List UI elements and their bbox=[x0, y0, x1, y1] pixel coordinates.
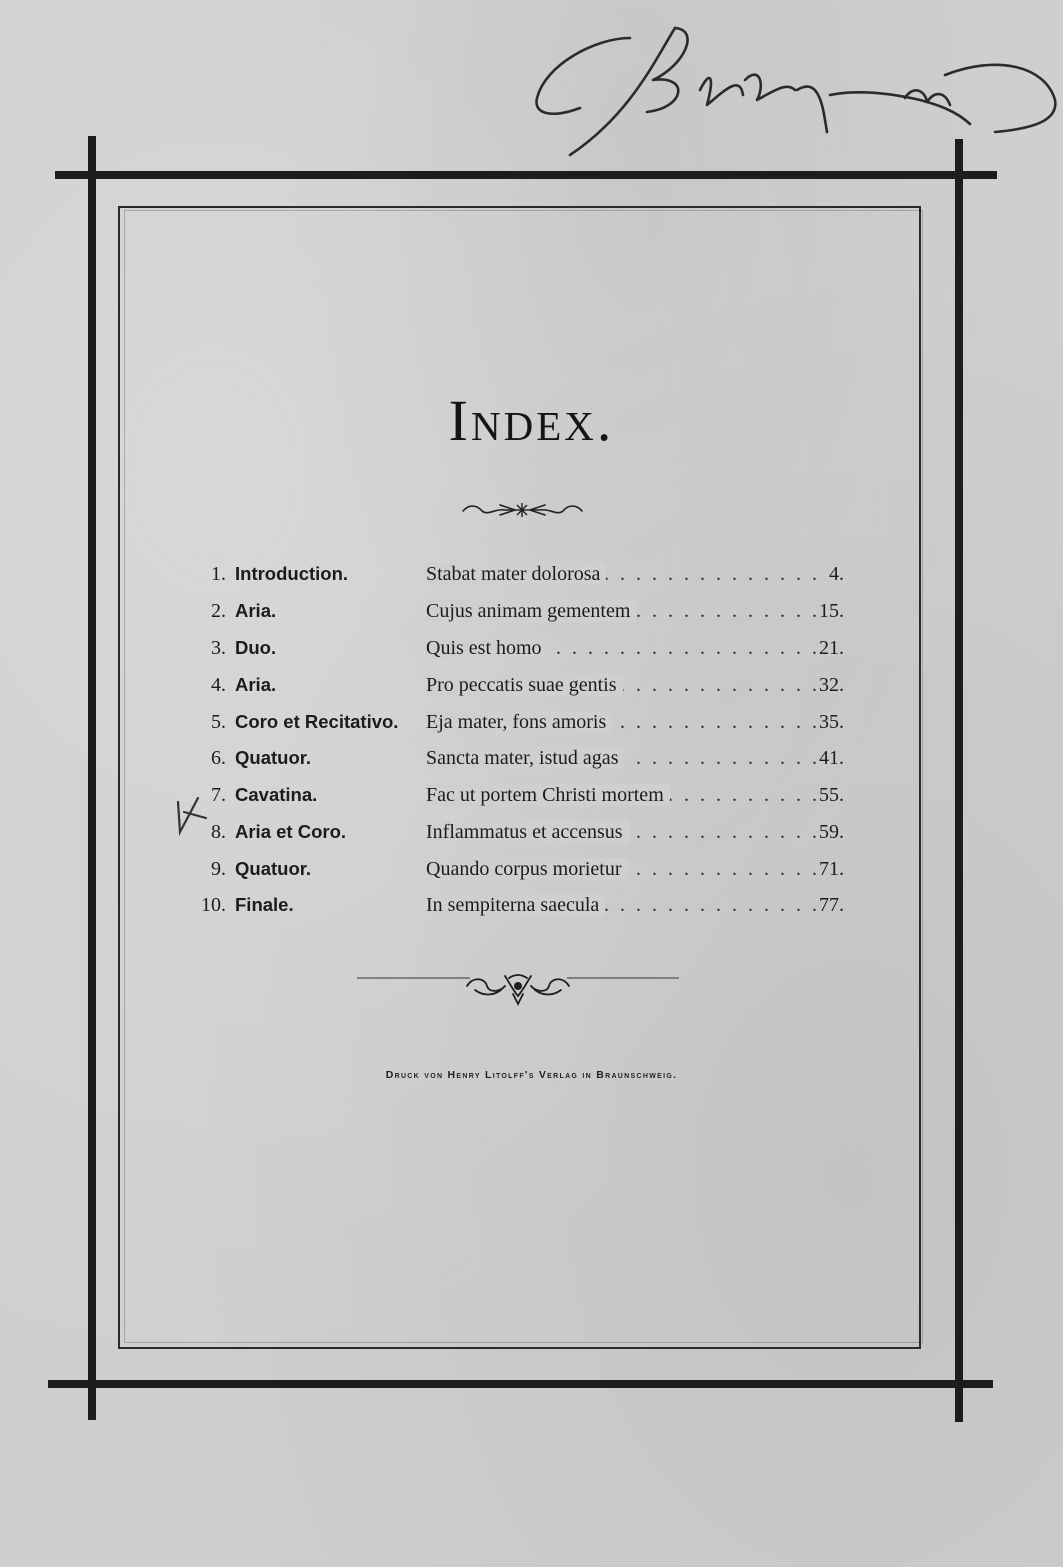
toc-row bbox=[0, 630, 1063, 666]
entry-number: 3. bbox=[211, 637, 226, 659]
entry-title bbox=[426, 740, 820, 776]
toc-row bbox=[0, 704, 1063, 740]
section-name: Duo. bbox=[235, 637, 277, 658]
frame-rule-bottom bbox=[48, 1380, 993, 1388]
entry-number: 9. bbox=[211, 858, 226, 880]
section-name: Aria et Coro. bbox=[235, 821, 347, 842]
printer-imprint: Druck von Henry Litolff's Verlag in Braunschweig. bbox=[385, 1069, 678, 1081]
toc-row bbox=[0, 593, 1063, 629]
entry-title-text: Pro peccatis suae gentis bbox=[426, 674, 623, 696]
section-name: Aria. bbox=[235, 674, 277, 695]
entry-title bbox=[426, 777, 820, 813]
entry-title bbox=[426, 814, 820, 850]
toc-row bbox=[0, 740, 1063, 776]
toc-row bbox=[0, 887, 1063, 923]
toc-row bbox=[0, 814, 1063, 850]
entry-title-text: In sempiterna saecula bbox=[426, 894, 605, 916]
page-number: 4. bbox=[829, 563, 844, 585]
handwritten-check-mark bbox=[170, 790, 220, 840]
section-name: Quatuor. bbox=[235, 747, 312, 768]
section-name: Cavatina. bbox=[235, 784, 318, 805]
page-number: 71. bbox=[819, 858, 844, 880]
handwritten-signature bbox=[525, 20, 1063, 165]
page-title: Index. bbox=[448, 388, 615, 453]
section-name: Finale. bbox=[235, 894, 294, 915]
entry-title bbox=[426, 887, 820, 923]
toc-row bbox=[0, 556, 1063, 592]
entry-title-text: Quando corpus morietur bbox=[426, 858, 628, 880]
section-name: Aria. bbox=[235, 600, 277, 621]
entry-title-text: Quis est homo bbox=[426, 637, 548, 659]
page-number: 35. bbox=[819, 711, 844, 733]
section-name: Introduction. bbox=[235, 563, 349, 584]
page-number: 59. bbox=[819, 821, 844, 843]
entry-title-text: Cujus animam gementem bbox=[426, 600, 636, 622]
page-number: 41. bbox=[819, 747, 844, 769]
entry-number: 7. bbox=[211, 784, 226, 806]
toc-row bbox=[0, 667, 1063, 703]
section-name: Quatuor. bbox=[235, 858, 312, 879]
entry-title-text: Fac ut portem Christi mortem bbox=[426, 784, 670, 806]
entry-number: 5. bbox=[211, 711, 226, 733]
entry-title-text: Stabat mater dolorosa bbox=[426, 563, 606, 585]
section-name: Coro et Recitativo. bbox=[235, 711, 399, 732]
page-number: 21. bbox=[819, 637, 844, 659]
entry-title-text: Sancta mater, istud agas bbox=[426, 747, 624, 769]
flourish-ornament-top bbox=[460, 498, 585, 522]
page-number: 77. bbox=[819, 894, 844, 916]
flourish-ornament-bottom bbox=[355, 966, 681, 1012]
toc-row bbox=[0, 851, 1063, 887]
entry-title bbox=[426, 851, 820, 887]
page-number: 32. bbox=[819, 674, 844, 696]
frame-rule-top bbox=[55, 171, 997, 179]
entry-title-text: Eja mater, fons amoris bbox=[426, 711, 612, 733]
entry-title-text: Inflammatus et accensus bbox=[426, 821, 629, 843]
entry-number: 1. bbox=[211, 563, 226, 585]
page-number: 15. bbox=[819, 600, 844, 622]
entry-number: 10. bbox=[201, 894, 226, 916]
page-number: 55. bbox=[819, 784, 844, 806]
entry-title bbox=[426, 704, 820, 740]
entry-title bbox=[426, 593, 820, 629]
entry-title bbox=[426, 667, 820, 703]
entry-number: 4. bbox=[211, 674, 226, 696]
entry-number: 2. bbox=[211, 600, 226, 622]
toc-row bbox=[0, 777, 1063, 813]
entry-number: 8. bbox=[211, 821, 226, 843]
entry-title bbox=[426, 630, 820, 666]
entry-number: 6. bbox=[211, 747, 226, 769]
entry-title bbox=[426, 556, 820, 592]
